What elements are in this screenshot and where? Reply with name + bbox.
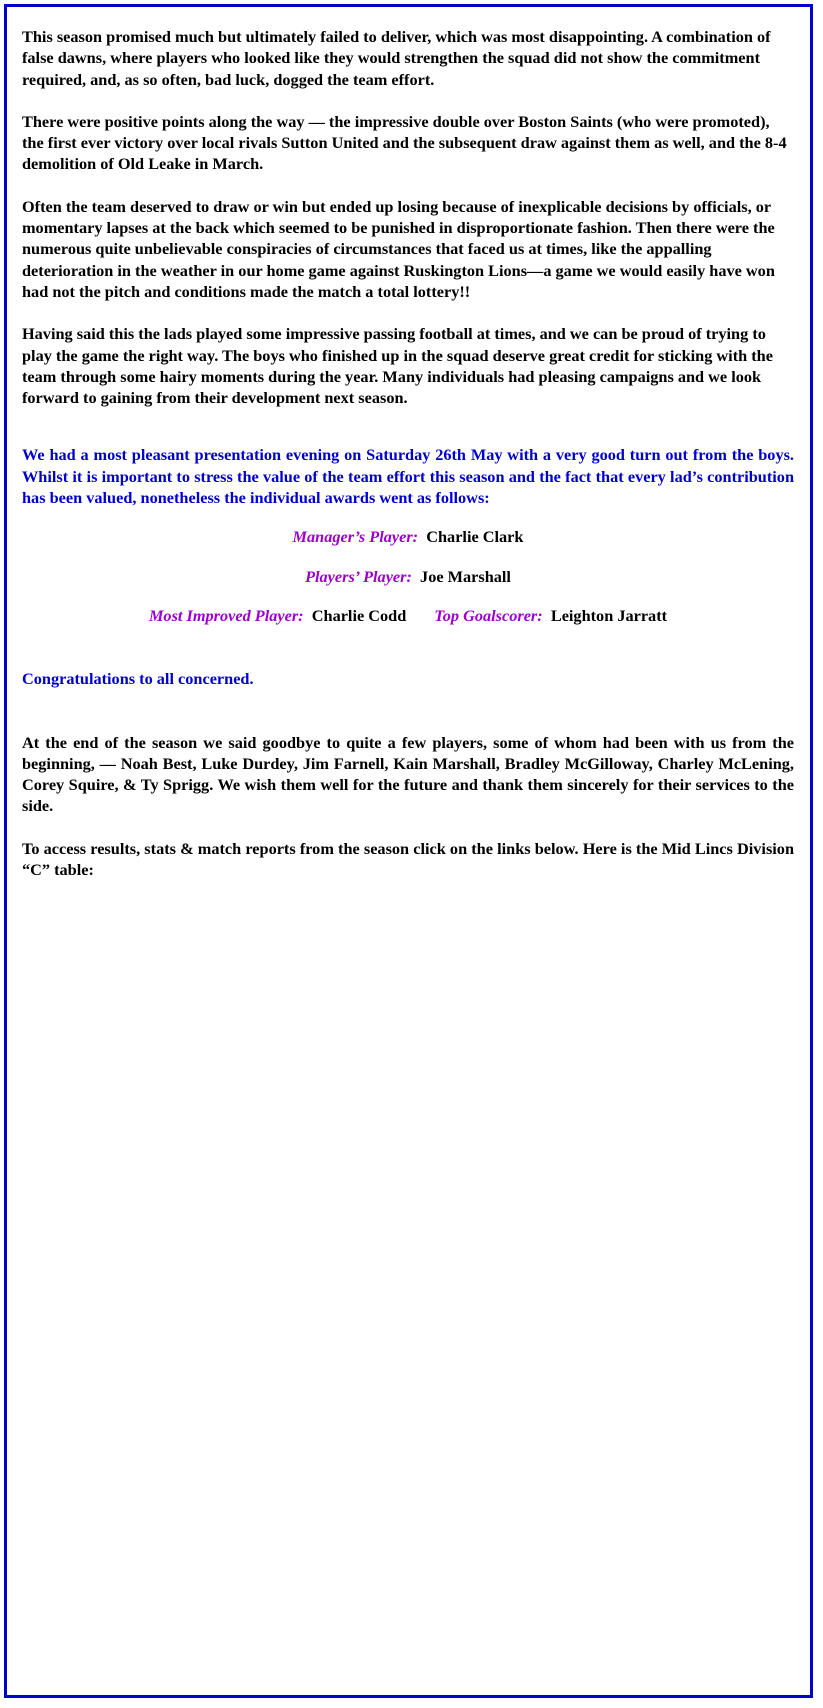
award-label-improved: Most Improved Player: bbox=[148, 605, 304, 625]
award-name-managers: Charlie Clark bbox=[426, 527, 524, 547]
paragraph-access-results: To access results, stats & match reports from the season click on the links below. Here is the Mid Lincs Division “C” table: bbox=[22, 838, 794, 880]
award-improved-and-scorer bbox=[22, 605, 794, 626]
award-label-players: Players’ Player: bbox=[305, 566, 412, 586]
award-name-improved: Charlie Codd bbox=[311, 605, 407, 625]
congratulations-line: Congratulations to all concerned. bbox=[22, 669, 254, 689]
award-name-scorer: Leighton Jarratt bbox=[550, 605, 668, 625]
award-managers-player bbox=[22, 526, 794, 547]
award-label-managers: Manager’s Player: bbox=[292, 527, 419, 547]
paragraph-passing-football: Having said this the lads played some impressive passing football at times, and we can be proud of trying to play the game the right way. The boys who finished up in the squad deserve great credit for sticking with the team through some hairy moments during the year. Many individuals had pleasing campaigns and we look forward to gaining from their development next season. bbox=[22, 324, 773, 408]
paragraph-season-summary: This season promised much but ultimately failed to deliver, which was most disappointing. A combination of false dawns, where players who looked like they would strengthen the squad did not show the commitment required, and, as so often, bad luck, dogged the team effort. bbox=[22, 27, 771, 89]
paragraph-farewell: At the end of the season we said goodbye to quite a few players, some of whom had been with us from the beginning, — Noah Best, Luke Durdey, Jim Farnell, Kain Marshall, Bradley McGilloway, Charley McLening, Corey Squire, & Ty Sprigg. We wish them well for the future and thank them sincerely for their services to the side. bbox=[22, 732, 794, 816]
paragraph-bad-luck: Often the team deserved to draw or win but ended up losing because of inexplicable decisions by officials, or momentary lapses at the back which seemed to be punished in disproportionate fashion. Then there were the numerous quite unbelievable conspiracies of circumstances that faced us at times, like the appalling deterioration in the weather in our home game against Ruskington Lions—a game we would easily have won had not the pitch and conditions made the match a total lottery!! bbox=[22, 196, 775, 301]
article-body bbox=[22, 26, 794, 880]
award-name-players: Joe Marshall bbox=[420, 566, 511, 586]
award-label-scorer: Top Goalscorer: bbox=[434, 605, 543, 625]
award-players-player bbox=[22, 566, 794, 587]
paragraph-presentation-evening: We had a most pleasant presentation evening on Saturday 26th May with a very good turn out from the boys. Whilst it is important to stress the value of the team effort this season and the fact that every lad’s contribution has been valued, nonetheless the individual awards went as follows: bbox=[22, 445, 794, 508]
paragraph-positive-points: There were positive points along the way — the impressive double over Boston Saints (who were promoted), the first ever victory over local rivals Sutton United and the subsequent draw against them as well, and the 8-4 demolition of Old Leake in March. bbox=[22, 111, 787, 174]
